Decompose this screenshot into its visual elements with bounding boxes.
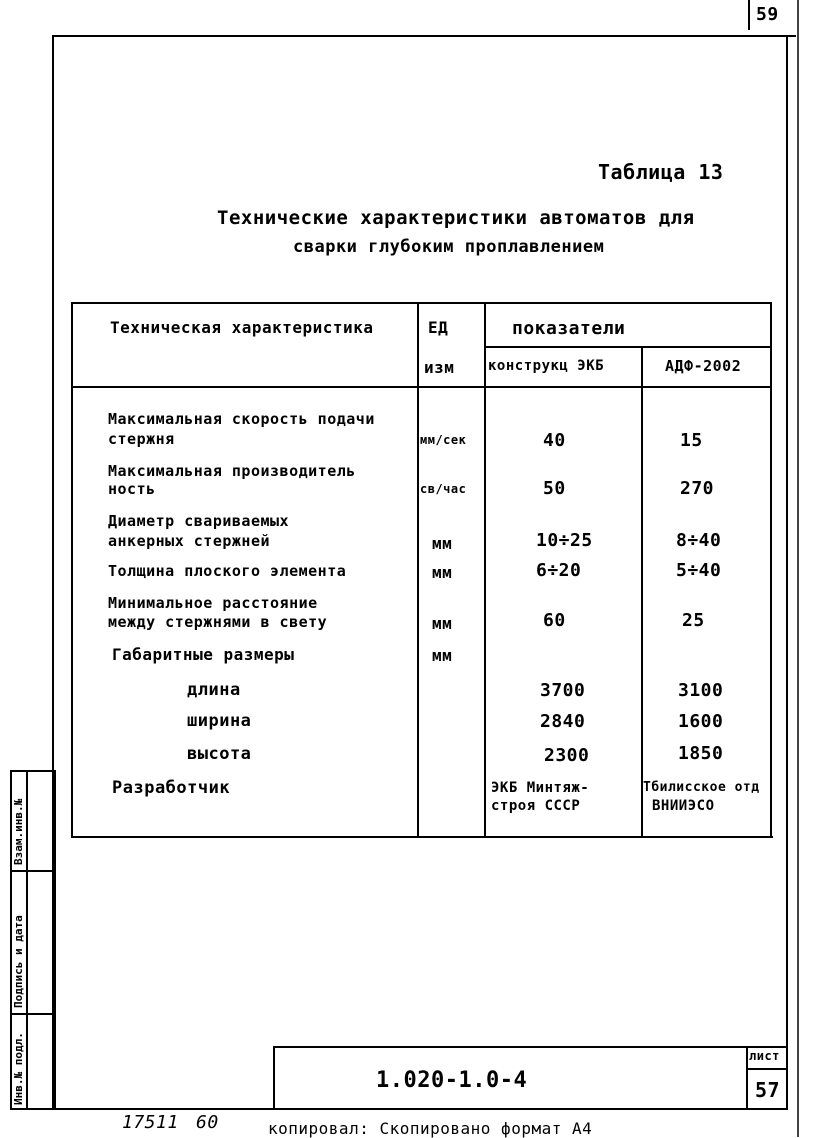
row-unit: мм: [432, 534, 453, 553]
header-bottom: [71, 386, 771, 388]
sheet-box-mid: [746, 1068, 787, 1070]
header-mid: [484, 346, 771, 348]
row-name: ность: [108, 480, 156, 498]
side-stamp-divider: [26, 770, 28, 1110]
developer-label: Разработчик: [112, 778, 231, 798]
title-block-bottom: [52, 1108, 788, 1110]
col-border-2: [484, 302, 486, 838]
header-characteristic: Техническая характеристика: [110, 318, 374, 337]
developer-value-1: ЭКБ Минтяж-: [491, 780, 590, 796]
frame-top: [52, 35, 796, 37]
row-value-1: 10÷25: [536, 530, 593, 551]
developer-value-2-line2: ВНИИЭСО: [652, 798, 715, 814]
title-block-left: [273, 1046, 275, 1110]
header-indicators: показатели: [512, 318, 626, 339]
row-value-1: 60: [543, 610, 566, 631]
row-value-2: 3100: [678, 680, 724, 701]
row-value-2: 270: [680, 478, 715, 499]
sheet-box-left: [746, 1046, 748, 1110]
row-value-2: 8÷40: [676, 530, 722, 551]
row-name: анкерных стержней: [108, 532, 271, 550]
row-unit: св/час: [420, 482, 467, 496]
developer-value-1-line2: строя СССР: [491, 798, 581, 814]
footer-text: копировал: Скопировано формат А4: [268, 1119, 593, 1138]
sheet-label: лист: [749, 1049, 780, 1063]
row-name: между стержнями в свету: [108, 613, 328, 631]
page-number: 59: [756, 4, 779, 25]
col-border-3: [641, 346, 643, 838]
row-value-1: 3700: [540, 680, 586, 701]
footer-num: 60: [196, 1112, 219, 1133]
row-value-1: 2840: [540, 711, 586, 732]
sheet-number: 57: [755, 1078, 781, 1102]
col-border-4: [770, 302, 772, 838]
title-block-top: [273, 1046, 787, 1048]
footer-number: 17511: [122, 1112, 179, 1133]
title-line-1: Технические характеристики автоматов для: [217, 207, 695, 229]
row-value-2: 1850: [678, 743, 724, 764]
developer-value-2: Тбилисское отд: [643, 780, 760, 795]
row-name: ширина: [187, 711, 252, 731]
row-value-2: 1600: [678, 711, 724, 732]
table-top: [71, 302, 771, 304]
row-value-1: 2300: [544, 745, 590, 766]
row-unit: мм: [432, 563, 453, 582]
table-bottom: [71, 836, 773, 838]
row-name: высота: [187, 744, 252, 764]
row-value-2: 15: [680, 430, 703, 451]
side-label-vzam-inv: Взам.инв.№: [12, 798, 25, 865]
row-name: стержня: [108, 430, 175, 448]
side-label-podpis-data: Подпись и дата: [12, 915, 25, 1008]
header-unit-2: изм: [424, 358, 455, 377]
row-name: Минимальное расстояние: [108, 594, 318, 612]
row-unit: мм: [432, 614, 453, 633]
row-name: Максимальная производитель: [108, 462, 356, 480]
row-name: длина: [187, 680, 241, 700]
row-unit: мм: [432, 646, 453, 665]
row-name: Толщина плоского элемента: [108, 562, 347, 580]
row-value-1: 40: [543, 430, 566, 451]
right-edge-line: [797, 0, 799, 1137]
header-col2: АДФ-2002: [665, 357, 742, 375]
header-col1: конструкц ЭКБ: [488, 358, 605, 374]
doc-code: 1.020-1.0-4: [376, 1068, 528, 1093]
side-stamp-sep-1: [10, 870, 56, 872]
col-border-1: [417, 302, 419, 838]
row-value-1: 50: [543, 478, 566, 499]
frame-right: [786, 35, 788, 1110]
side-stamp-sep-2: [10, 1013, 56, 1015]
row-name: Диаметр свариваемых: [108, 512, 290, 530]
row-name: Максимальная скорость подачи: [108, 410, 375, 428]
side-label-inv-podl: Инв.№ подл.: [12, 1032, 25, 1105]
row-unit: мм/сек: [420, 433, 467, 447]
header-unit-1: ЕД: [428, 318, 449, 337]
row-value-1: 6÷20: [536, 560, 582, 581]
row-value-2: 25: [682, 610, 705, 631]
col-border-0: [71, 302, 73, 838]
table-label: Таблица 13: [598, 160, 724, 184]
row-name: Габаритные размеры: [112, 645, 295, 664]
page-number-box-line: [748, 0, 750, 30]
row-value-2: 5÷40: [676, 560, 722, 581]
title-line-2: сварки глубоким проплавлением: [293, 237, 605, 257]
